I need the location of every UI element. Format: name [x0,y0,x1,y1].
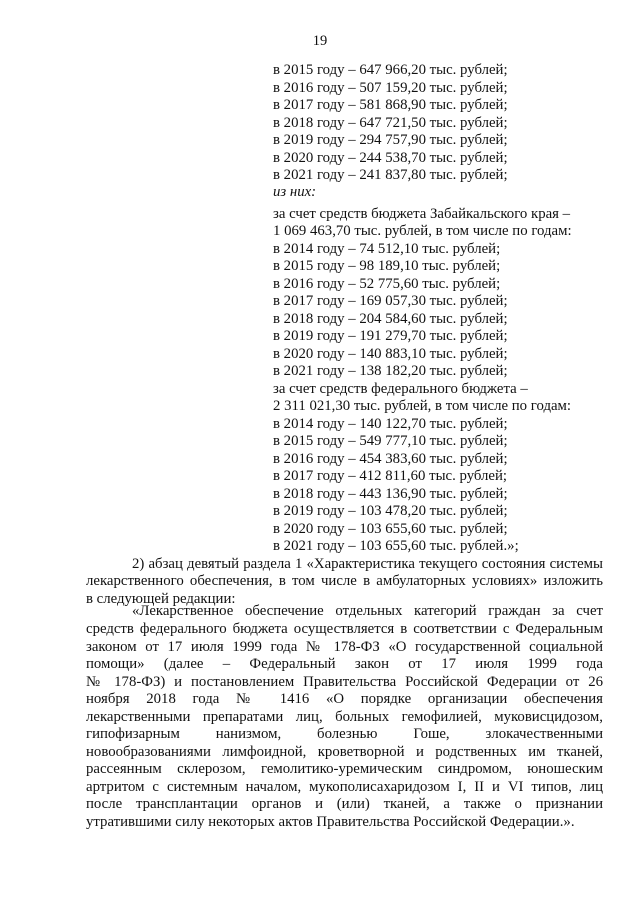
quote-line: артритом с системным началом, мукополисахаридозом I, II и VI типов, лиц [86,778,603,795]
page-number: 19 [312,33,328,49]
federal-heading: за счет средств федерального бюджета – [273,381,528,397]
regional-year-line: в 2016 году – 52 775,60 тыс. рублей; [273,276,501,292]
paragraph-line: 2) абзац девятый раздела 1 «Характеристика текущего состояния системы [132,556,603,572]
quote-line: средств федерального бюджета осуществляется в соответствии с Федеральным [86,621,603,637]
quote-line: рассеянным склерозом, гемолитико-уремическим синдромом, юношеским [86,761,603,777]
paragraph-line: лекарственного обеспечения, в том числе в амбулаторных условиях» изложить [86,573,603,589]
quote-line: «Лекарственное обеспечение отдельных категорий граждан за счет [132,603,603,619]
quote-line: помощи» (далее – Федеральный закон от 17 июля 1999 года [86,656,603,672]
iz-nih-label: из них: [273,184,317,200]
federal-year-line: в 2017 году – 412 811,60 тыс. рублей; [273,468,508,484]
federal-year-line: в 2015 году – 549 777,10 тыс. рублей; [273,433,508,449]
regional-year-line: в 2021 году – 138 182,20 тыс. рублей; [273,363,508,379]
quote-line: законом от 17 июля 1999 года № 178-ФЗ «О государственной социальной [86,638,603,655]
regional-year-line: в 2014 году – 74 512,10 тыс. рублей; [273,241,501,257]
federal-year-line: в 2018 году – 443 136,90 тыс. рублей; [273,486,508,502]
quote-line: гипофизарным нанизмом, болезнью Гоше, злокачественными [86,726,603,742]
regional-year-line: в 2019 году – 191 279,70 тыс. рублей; [273,328,508,344]
quote-line: утратившими силу некоторых актов Правительства Российской Федерации.». [86,813,575,830]
list-line: в 2020 году – 244 538,70 тыс. рублей; [273,150,508,166]
regional-year-line: в 2018 году – 204 584,60 тыс. рублей; [273,311,508,327]
federal-year-line: в 2014 году – 140 122,70 тыс. рублей; [273,416,508,432]
federal-year-line: в 2021 году – 103 655,60 тыс. рублей.»; [273,538,519,554]
quote-line: № 178-ФЗ) и постановлением Правительства Российской Федерации от 26 [86,673,603,690]
quote-line: ноября 2018 года № 1416 «О порядке организации обеспечения [86,691,603,707]
regional-heading: за счет средств бюджета Забайкальского края – [273,206,571,222]
amendment-paragraph [132,556,603,574]
quote-line: после трансплантации органов и (или) тканей, а также о признании [86,796,603,812]
list-line: в 2017 году – 581 868,90 тыс. рублей; [273,97,508,113]
federal-year-line: в 2019 году – 103 478,20 тыс. рублей; [273,503,508,519]
regional-total: 1 069 463,70 тыс. рублей, в том числе по годам: [273,223,572,239]
list-line: в 2021 году – 241 837,80 тыс. рублей; [273,167,508,183]
quote-line: лекарственными препаратами лиц, больных гемофилией, муковисцидозом, [86,708,603,725]
quoted-text-first [132,603,603,621]
list-line: в 2018 году – 647 721,50 тыс. рублей; [273,115,508,131]
regional-year-line: в 2020 году – 140 883,10 тыс. рублей; [273,346,508,362]
list-line: в 2016 году – 507 159,20 тыс. рублей; [273,80,508,96]
federal-year-line: в 2016 году – 454 383,60 тыс. рублей; [273,451,508,467]
regional-year-line: в 2017 году – 169 057,30 тыс. рублей; [273,293,508,309]
regional-year-line: в 2015 году – 98 189,10 тыс. рублей; [273,258,501,274]
list-line: в 2019 году – 294 757,90 тыс. рублей; [273,132,508,148]
list-line: в 2015 году – 647 966,20 тыс. рублей; [273,62,508,78]
paragraph-line: в следующей редакции: [86,590,236,607]
federal-year-line: в 2020 году – 103 655,60 тыс. рублей; [273,521,508,537]
federal-total: 2 311 021,30 тыс. рублей, в том числе по годам: [273,398,572,414]
quoted-text-body [86,621,603,831]
quote-line: новообразованиями лимфоидной, кроветворной и родственных им тканей, [86,743,603,760]
